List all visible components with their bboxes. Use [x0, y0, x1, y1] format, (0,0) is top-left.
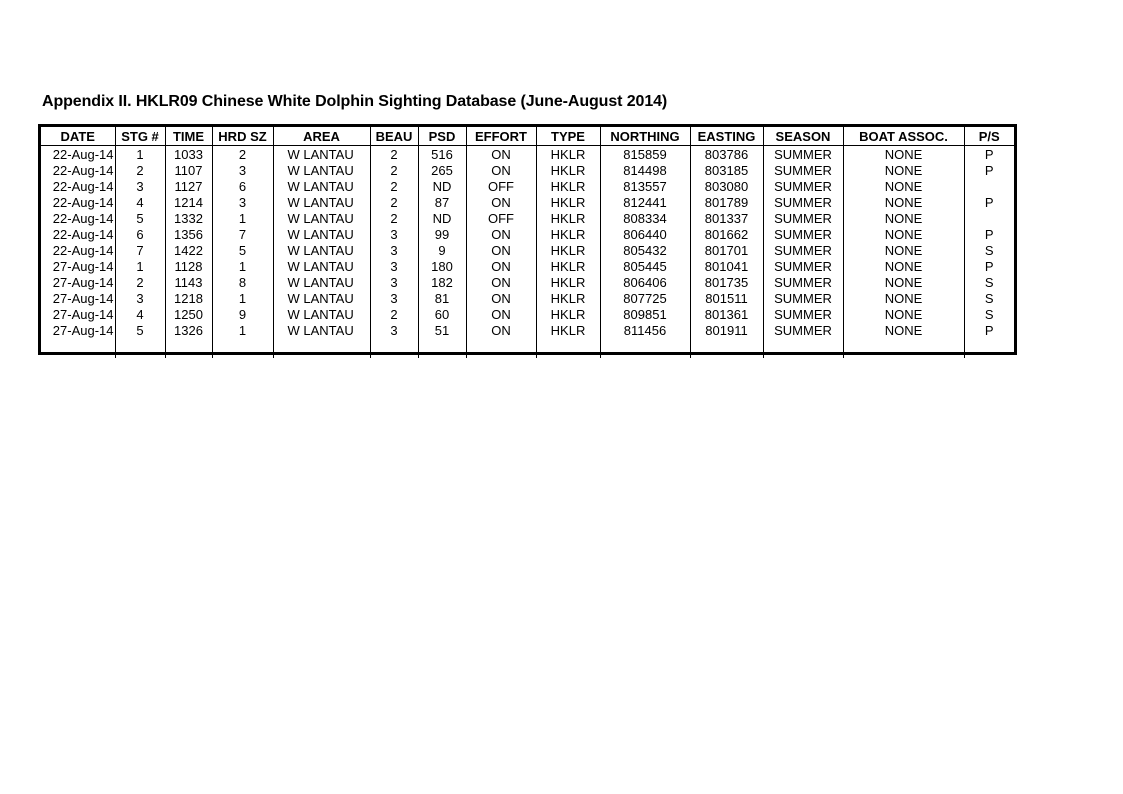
cell-effort: ON — [466, 194, 536, 210]
cell-hrd-sz: 1 — [212, 322, 273, 338]
cell-psd: 182 — [418, 274, 466, 290]
cell-effort: ON — [466, 290, 536, 306]
table-row — [41, 146, 1014, 163]
cell-area: W LANTAU — [273, 194, 370, 210]
cell-northing: 805445 — [600, 258, 690, 274]
cell-type: HKLR — [536, 178, 600, 194]
cell-type: HKLR — [536, 322, 600, 338]
table-row — [41, 274, 1014, 290]
cell-time: 1214 — [165, 194, 212, 210]
cell-effort: ON — [466, 226, 536, 242]
filler-cell — [964, 338, 1014, 358]
cell-season: SUMMER — [763, 242, 843, 258]
cell-date: 22-Aug-14 — [52, 162, 114, 178]
cell-easting: 803185 — [690, 162, 763, 178]
cell-type: HKLR — [536, 162, 600, 178]
cell-season: SUMMER — [763, 162, 843, 178]
cell-time: 1218 — [165, 290, 212, 306]
cell-date: 22-Aug-14 — [52, 210, 114, 226]
cell-effort: ON — [466, 322, 536, 338]
cell-date: 22-Aug-14 — [52, 226, 114, 242]
table-row — [41, 194, 1014, 210]
cell-time: 1107 — [165, 162, 212, 178]
cell-area: W LANTAU — [273, 274, 370, 290]
filler-cell — [418, 338, 466, 358]
cell-beau: 3 — [370, 258, 418, 274]
cell-time: 1250 — [165, 306, 212, 322]
cell-psd: 516 — [418, 146, 466, 163]
cell-area: W LANTAU — [273, 258, 370, 274]
column-header-psd: PSD — [418, 127, 466, 146]
filler-cell — [212, 338, 273, 358]
cell-boat-assoc: NONE — [843, 146, 964, 163]
column-header-area: AREA — [273, 127, 370, 146]
cell-easting: 801701 — [690, 242, 763, 258]
cell-boat-assoc: NONE — [843, 242, 964, 258]
cell-stg: 5 — [115, 322, 165, 338]
cell-boat-assoc: NONE — [843, 226, 964, 242]
cell-boat-assoc: NONE — [843, 322, 964, 338]
cell-effort: OFF — [466, 178, 536, 194]
column-header-time: TIME — [165, 127, 212, 146]
table-filler-row — [41, 338, 1014, 358]
column-header-northing: NORTHING — [600, 127, 690, 146]
cell-effort: ON — [466, 306, 536, 322]
cell-beau: 3 — [370, 322, 418, 338]
cell-area: W LANTAU — [273, 210, 370, 226]
cell-easting: 801511 — [690, 290, 763, 306]
sighting-table — [41, 127, 1014, 358]
cell-ps — [964, 178, 1014, 194]
cell-boat-assoc: NONE — [843, 258, 964, 274]
cell-ps: P — [964, 162, 1014, 178]
cell-easting: 803786 — [690, 146, 763, 163]
cell-beau: 2 — [370, 210, 418, 226]
cell-psd: 9 — [418, 242, 466, 258]
cell-type: HKLR — [536, 306, 600, 322]
cell-type: HKLR — [536, 258, 600, 274]
cell-effort: ON — [466, 242, 536, 258]
cell-beau: 3 — [370, 226, 418, 242]
table-body — [41, 146, 1014, 359]
cell-hrd-sz: 8 — [212, 274, 273, 290]
table-row — [41, 242, 1014, 258]
column-header-hrd-sz: HRD SZ — [212, 127, 273, 146]
cell-stg: 7 — [115, 242, 165, 258]
cell-psd: ND — [418, 210, 466, 226]
cell-northing: 813557 — [600, 178, 690, 194]
cell-stg: 1 — [115, 146, 165, 163]
cell-season: SUMMER — [763, 306, 843, 322]
cell-northing: 812441 — [600, 194, 690, 210]
cell-hrd-sz: 2 — [212, 146, 273, 163]
cell-hrd-sz: 1 — [212, 290, 273, 306]
cell-beau: 3 — [370, 242, 418, 258]
cell-northing: 809851 — [600, 306, 690, 322]
filler-cell — [690, 338, 763, 358]
cell-easting: 801662 — [690, 226, 763, 242]
cell-area: W LANTAU — [273, 306, 370, 322]
table-row — [41, 306, 1014, 322]
cell-boat-assoc: NONE — [843, 274, 964, 290]
cell-season: SUMMER — [763, 274, 843, 290]
cell-type: HKLR — [536, 274, 600, 290]
cell-season: SUMMER — [763, 178, 843, 194]
table-row — [41, 226, 1014, 242]
table-header-row — [41, 127, 1014, 146]
cell-type: HKLR — [536, 290, 600, 306]
cell-beau: 2 — [370, 162, 418, 178]
table-row — [41, 290, 1014, 306]
cell-psd: 265 — [418, 162, 466, 178]
cell-northing: 807725 — [600, 290, 690, 306]
cell-hrd-sz: 9 — [212, 306, 273, 322]
cell-beau: 2 — [370, 178, 418, 194]
cell-type: HKLR — [536, 146, 600, 163]
cell-stg: 5 — [115, 210, 165, 226]
cell-easting: 801735 — [690, 274, 763, 290]
cell-psd: 99 — [418, 226, 466, 242]
cell-hrd-sz: 7 — [212, 226, 273, 242]
filler-cell — [273, 338, 370, 358]
cell-time: 1143 — [165, 274, 212, 290]
cell-area: W LANTAU — [273, 162, 370, 178]
filler-cell — [370, 338, 418, 358]
cell-beau: 2 — [370, 306, 418, 322]
cell-beau: 2 — [370, 146, 418, 163]
cell-time: 1033 — [165, 146, 212, 163]
filler-cell — [41, 338, 115, 358]
cell-northing: 814498 — [600, 162, 690, 178]
cell-type: HKLR — [536, 194, 600, 210]
cell-beau: 3 — [370, 274, 418, 290]
filler-cell — [115, 338, 165, 358]
cell-date: 22-Aug-14 — [52, 194, 114, 210]
cell-ps: S — [964, 274, 1014, 290]
cell-boat-assoc: NONE — [843, 306, 964, 322]
column-header-beau: BEAU — [370, 127, 418, 146]
cell-date: 22-Aug-14 — [52, 178, 114, 194]
cell-time: 1128 — [165, 258, 212, 274]
cell-season: SUMMER — [763, 194, 843, 210]
cell-effort: ON — [466, 146, 536, 163]
cell-ps: P — [964, 322, 1014, 338]
cell-northing: 805432 — [600, 242, 690, 258]
cell-psd: 51 — [418, 322, 466, 338]
cell-time: 1332 — [165, 210, 212, 226]
cell-type: HKLR — [536, 242, 600, 258]
cell-easting: 801337 — [690, 210, 763, 226]
cell-area: W LANTAU — [273, 178, 370, 194]
cell-date: 22-Aug-14 — [52, 146, 114, 162]
cell-psd: 180 — [418, 258, 466, 274]
table-row — [41, 258, 1014, 274]
cell-area: W LANTAU — [273, 322, 370, 338]
column-header-date: DATE — [41, 127, 115, 146]
cell-date: 22-Aug-14 — [52, 242, 114, 258]
column-header-effort: EFFORT — [466, 127, 536, 146]
column-header-season: SEASON — [763, 127, 843, 146]
cell-hrd-sz: 1 — [212, 258, 273, 274]
cell-ps: P — [964, 258, 1014, 274]
cell-effort: OFF — [466, 210, 536, 226]
sighting-table-frame — [38, 124, 1017, 355]
cell-season: SUMMER — [763, 210, 843, 226]
filler-cell — [165, 338, 212, 358]
column-header-type: TYPE — [536, 127, 600, 146]
cell-date: 27-Aug-14 — [52, 322, 114, 338]
cell-effort: ON — [466, 274, 536, 290]
cell-hrd-sz: 3 — [212, 162, 273, 178]
cell-ps — [964, 210, 1014, 226]
cell-boat-assoc: NONE — [843, 178, 964, 194]
cell-area: W LANTAU — [273, 226, 370, 242]
cell-date: 27-Aug-14 — [52, 258, 114, 274]
cell-ps: P — [964, 146, 1014, 163]
filler-cell — [466, 338, 536, 358]
cell-ps: S — [964, 290, 1014, 306]
cell-season: SUMMER — [763, 146, 843, 163]
cell-date: 27-Aug-14 — [52, 306, 114, 322]
cell-hrd-sz: 6 — [212, 178, 273, 194]
cell-season: SUMMER — [763, 322, 843, 338]
column-header-easting: EASTING — [690, 127, 763, 146]
cell-northing: 815859 — [600, 146, 690, 163]
cell-date: 27-Aug-14 — [52, 274, 114, 290]
cell-boat-assoc: NONE — [843, 290, 964, 306]
page-title: Appendix II. HKLR09 Chinese White Dolphin Sighting Database (June-August 2014) — [42, 93, 668, 110]
cell-stg: 1 — [115, 258, 165, 274]
cell-northing: 811456 — [600, 322, 690, 338]
cell-easting: 801041 — [690, 258, 763, 274]
cell-stg: 6 — [115, 226, 165, 242]
table-row — [41, 210, 1014, 226]
cell-stg: 2 — [115, 274, 165, 290]
cell-type: HKLR — [536, 226, 600, 242]
cell-area: W LANTAU — [273, 290, 370, 306]
cell-time: 1356 — [165, 226, 212, 242]
cell-hrd-sz: 3 — [212, 194, 273, 210]
cell-area: W LANTAU — [273, 146, 370, 163]
cell-area: W LANTAU — [273, 242, 370, 258]
cell-effort: ON — [466, 258, 536, 274]
cell-hrd-sz: 5 — [212, 242, 273, 258]
cell-ps: S — [964, 306, 1014, 322]
cell-easting: 803080 — [690, 178, 763, 194]
cell-ps: P — [964, 226, 1014, 242]
table-row — [41, 178, 1014, 194]
cell-easting: 801789 — [690, 194, 763, 210]
cell-psd: ND — [418, 178, 466, 194]
cell-stg: 3 — [115, 178, 165, 194]
cell-stg: 2 — [115, 162, 165, 178]
cell-beau: 2 — [370, 194, 418, 210]
cell-psd: 81 — [418, 290, 466, 306]
cell-hrd-sz: 1 — [212, 210, 273, 226]
cell-type: HKLR — [536, 210, 600, 226]
table-row — [41, 162, 1014, 178]
cell-ps: P — [964, 194, 1014, 210]
cell-northing: 808334 — [600, 210, 690, 226]
filler-cell — [843, 338, 964, 358]
cell-effort: ON — [466, 162, 536, 178]
filler-cell — [600, 338, 690, 358]
cell-time: 1422 — [165, 242, 212, 258]
cell-beau: 3 — [370, 290, 418, 306]
filler-cell — [536, 338, 600, 358]
cell-boat-assoc: NONE — [843, 162, 964, 178]
cell-psd: 87 — [418, 194, 466, 210]
cell-boat-assoc: NONE — [843, 210, 964, 226]
column-header-boat-assoc: BOAT ASSOC. — [843, 127, 964, 146]
column-header-ps: P/S — [964, 127, 1014, 146]
cell-easting: 801361 — [690, 306, 763, 322]
cell-easting: 801911 — [690, 322, 763, 338]
cell-date: 27-Aug-14 — [52, 290, 114, 306]
cell-northing: 806440 — [600, 226, 690, 242]
cell-season: SUMMER — [763, 258, 843, 274]
cell-stg: 4 — [115, 194, 165, 210]
cell-boat-assoc: NONE — [843, 194, 964, 210]
cell-stg: 4 — [115, 306, 165, 322]
table-row — [41, 322, 1014, 338]
cell-season: SUMMER — [763, 226, 843, 242]
cell-psd: 60 — [418, 306, 466, 322]
cell-time: 1127 — [165, 178, 212, 194]
cell-time: 1326 — [165, 322, 212, 338]
filler-cell — [763, 338, 843, 358]
cell-stg: 3 — [115, 290, 165, 306]
cell-ps: S — [964, 242, 1014, 258]
cell-season: SUMMER — [763, 290, 843, 306]
cell-northing: 806406 — [600, 274, 690, 290]
column-header-stg: STG # — [115, 127, 165, 146]
